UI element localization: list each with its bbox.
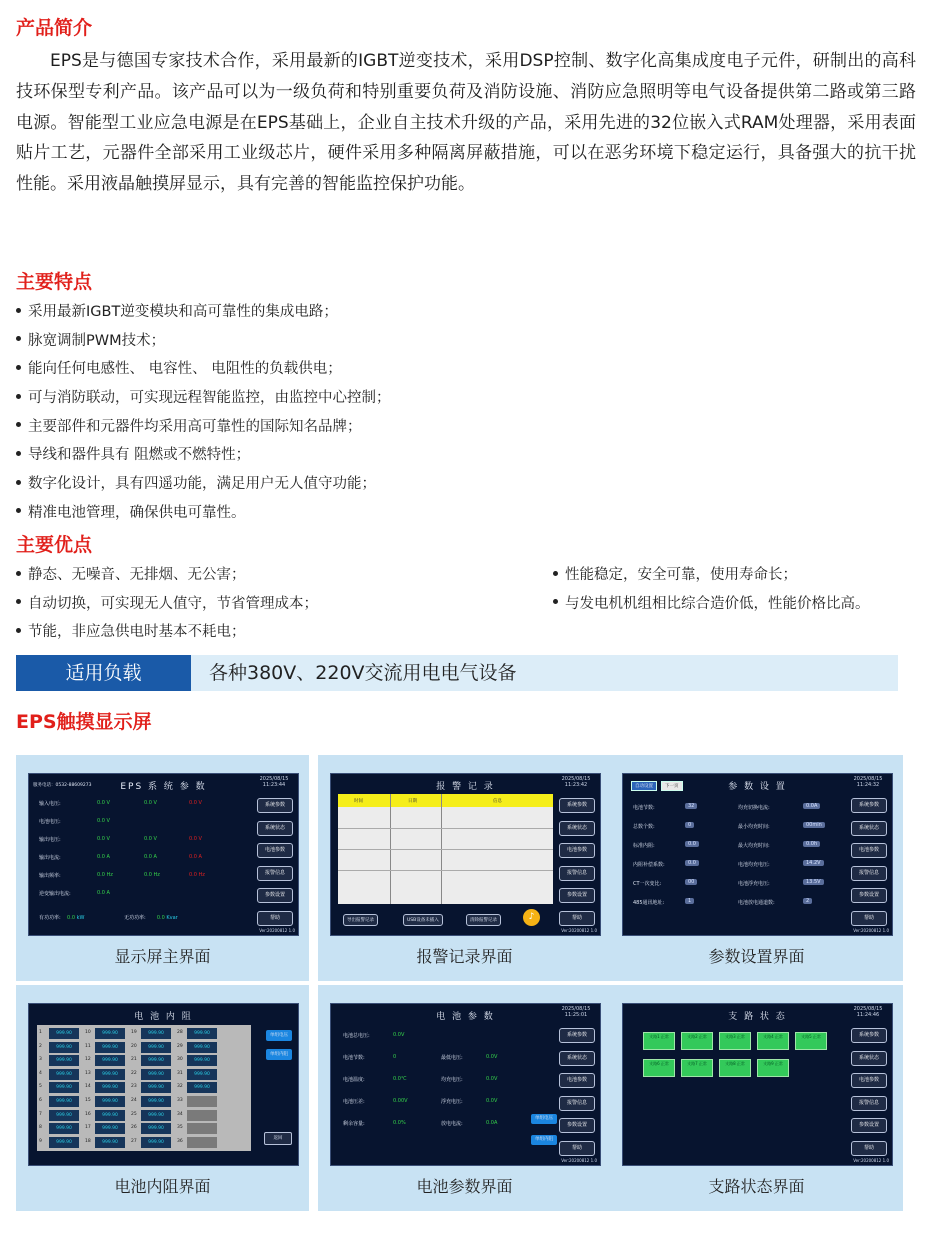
branch-status-indicator[interactable]: 支路1 正常	[643, 1032, 675, 1050]
return-button[interactable]: 返回	[264, 1132, 292, 1145]
cell-index: 3	[39, 1057, 42, 1063]
setting-value[interactable]	[685, 879, 697, 885]
side-button-2[interactable]: 系统状态	[257, 821, 293, 836]
bullet-icon	[553, 571, 558, 576]
cell-index: 18	[85, 1138, 91, 1144]
col-date: 日期	[408, 799, 417, 804]
param-value-c: 0.0 Hz	[189, 872, 205, 878]
screen-image	[330, 773, 601, 936]
cell-value: 999.90	[95, 1082, 125, 1093]
screen-title: EPS 系 统 参 数	[120, 782, 207, 792]
side-buttons	[851, 1028, 887, 1163]
cell-value: 999.90	[141, 1069, 171, 1080]
side-button-4[interactable]: 报警信息	[559, 1096, 595, 1111]
side-button-2[interactable]: 系统状态	[851, 821, 887, 836]
cell-value: 999.90	[49, 1123, 79, 1134]
version-text: Ver:20200812 1.0	[561, 1158, 597, 1163]
side-button-1[interactable]: 系统参数	[559, 798, 595, 813]
bullet-icon	[16, 422, 21, 427]
datetime: 2025/08/15 11:24:32	[853, 776, 883, 788]
side-button-2[interactable]: 系统状态	[559, 1051, 595, 1066]
setting-label: 电池浮充电压:	[738, 881, 770, 887]
param-label: 输出电流:	[39, 855, 61, 861]
bullet-icon	[16, 571, 21, 576]
list-item: 主要部件和元器件均采用高可靠性的国际知名品牌；	[16, 413, 391, 442]
screen-caption: 电池内阻界面	[114, 1177, 211, 1196]
advantages-list-left	[16, 561, 318, 647]
resistance-grid	[37, 1025, 251, 1151]
cell-value	[187, 1123, 217, 1134]
side-buttons	[851, 798, 887, 933]
cell-value: 999.90	[49, 1082, 79, 1093]
cell-value: 999.90	[49, 1042, 79, 1053]
cell-value: 999.90	[141, 1137, 171, 1148]
side-button-3[interactable]: 电池参数	[559, 843, 595, 858]
side-button-4[interactable]: 报警信息	[257, 866, 293, 881]
version-text: Ver:20200812 1.0	[561, 928, 597, 933]
cell-index: 27	[131, 1138, 137, 1144]
side-button-1[interactable]: 系统参数	[257, 798, 293, 813]
single-resistance-button[interactable]: 单组内阻	[531, 1135, 557, 1145]
col-time: 时间	[354, 799, 363, 804]
list-item: 采用最新IGBT逆变模块和高可靠性的集成电路；	[16, 298, 391, 327]
setting-value[interactable]	[685, 841, 699, 847]
cell-index: 8	[39, 1125, 42, 1131]
side-button-3[interactable]: 电池参数	[257, 843, 293, 858]
branch-status-indicator[interactable]: 支路5 正常	[795, 1032, 827, 1050]
setting-value[interactable]	[803, 898, 812, 904]
cell-index: 4	[39, 1070, 42, 1076]
param-value-a: 0.0 V	[97, 836, 110, 842]
cell-index: 25	[131, 1111, 137, 1117]
cell-index: 26	[131, 1125, 137, 1131]
cell-index: 11	[85, 1043, 91, 1049]
param-label: 输出频率:	[39, 873, 61, 879]
cell-value: 999.90	[95, 1110, 125, 1121]
cell-value: 999.90	[49, 1028, 79, 1039]
battery-param-label: 剩余容量:	[343, 1121, 365, 1127]
param-value-a: 0.0 A	[97, 854, 110, 860]
setting-label: 总数个数:	[633, 824, 655, 830]
value-field[interactable]: 1	[685, 898, 694, 904]
cell-value	[187, 1096, 217, 1107]
version-text: Ver:20200812 1.0	[853, 1158, 889, 1163]
side-button-1[interactable]: 系统参数	[559, 1028, 595, 1043]
cell-index: 30	[177, 1057, 183, 1063]
datetime: 2025/08/15 11:23:42	[561, 776, 591, 788]
reactive-power: 无功功率: 0.0 Kvar	[124, 915, 178, 921]
battery-param-value: 0.0V	[486, 1076, 498, 1082]
side-button-6[interactable]: 帮助	[559, 911, 595, 926]
setting-label: 标准内阻:	[633, 843, 655, 849]
list-item: 性能稳定，安全可靠，使用寿命长；	[553, 561, 870, 590]
cell-index: 28	[177, 1030, 183, 1035]
cell-value: 999.90	[187, 1028, 217, 1039]
branch-status-indicator[interactable]: 支路8 正常	[719, 1059, 751, 1077]
screen-title: 参 数 设 置	[728, 782, 787, 792]
param-value-c: 0.0 V	[189, 800, 202, 806]
cell-index: 15	[85, 1098, 91, 1103]
param-value-a: 0.0 Hz	[97, 872, 113, 878]
cell-index: 35	[177, 1125, 183, 1131]
cell-index: 33	[177, 1098, 183, 1103]
speaker-icon[interactable]: ♪	[523, 909, 540, 926]
param-value-c: 0.0 A	[189, 854, 202, 860]
datetime: 2025/08/15 11:25:01	[561, 1006, 591, 1018]
cell-index: 6	[39, 1098, 42, 1103]
bullet-icon	[16, 394, 21, 399]
alarm-table-header	[338, 794, 553, 807]
features-list	[16, 298, 391, 528]
clear-alarm-button[interactable]: 清除报警记录	[466, 914, 501, 926]
screen-image	[330, 1003, 601, 1166]
list-item: 静态、无噪音、无排烟、无公害；	[16, 561, 318, 590]
screen-caption: 参数设置界面	[708, 947, 805, 966]
branch-status-indicator[interactable]: 支路3 正常	[719, 1032, 751, 1050]
cell-index: 20	[131, 1043, 137, 1049]
screen-title: 支 路 状 态	[728, 1012, 787, 1022]
service-phone: 服务电话：0532-88609273	[33, 783, 92, 788]
cell-index: 36	[177, 1138, 183, 1144]
cell-index: 2	[39, 1043, 42, 1049]
datetime: 2025/08/15 11:23:44	[259, 776, 289, 788]
battery-param-label: 电池温度:	[343, 1077, 365, 1083]
cell-index: 19	[131, 1030, 137, 1035]
screen-image	[622, 1003, 893, 1166]
tab-auto-setting[interactable]: 自动设置	[631, 781, 657, 791]
bullet-icon	[16, 308, 21, 313]
cell-index: 22	[131, 1070, 137, 1076]
screen-panel-main	[16, 755, 309, 981]
cell-value: 999.90	[49, 1069, 79, 1080]
version-text: Ver:20200812 1.0	[259, 928, 295, 933]
applicable-load-value: 各种380V、220V交流用电电气设备	[209, 662, 517, 684]
side-button-3[interactable]: 电池参数	[559, 1073, 595, 1088]
side-button-5[interactable]: 参数设置	[257, 888, 293, 903]
screen-caption: 支路状态界面	[708, 1177, 805, 1196]
cell-value: 999.90	[187, 1069, 217, 1080]
side-button-2[interactable]: 系统状态	[851, 1051, 887, 1066]
branch-status-indicator[interactable]: 支路7 正常	[681, 1059, 713, 1077]
cell-index: 9	[39, 1138, 42, 1144]
battery-param-value: 0.0V	[486, 1098, 498, 1104]
setting-label: 电池均充电压:	[738, 862, 770, 868]
battery-param-value: 0.0V	[393, 1032, 405, 1038]
cell-value	[187, 1137, 217, 1148]
cell-index: 10	[85, 1030, 91, 1035]
list-item: 脉宽调制PWM技术；	[16, 327, 391, 356]
setting-label: 最大均充时间:	[738, 843, 770, 849]
cell-value: 999.90	[141, 1082, 171, 1093]
bullet-icon	[16, 451, 21, 456]
battery-param-value: 0.00V	[393, 1098, 408, 1104]
cell-index: 31	[177, 1070, 183, 1076]
battery-param-label: 电池总电压:	[343, 1033, 370, 1039]
list-item: 与发电机机组相比综合造价低，性能价格比高。	[553, 590, 870, 619]
value-field[interactable]: 00min	[803, 822, 825, 828]
section-title-intro: 产品简介	[16, 17, 93, 39]
side-button-5[interactable]: 参数设置	[851, 888, 887, 903]
param-label: 逆变输出电流:	[39, 891, 71, 897]
cell-value: 999.90	[95, 1137, 125, 1148]
cell-index: 1	[39, 1030, 42, 1035]
section-title-advantages: 主要优点	[16, 534, 93, 556]
battery-param-value: 0.0%	[393, 1120, 406, 1126]
screen-panel-battery-params	[318, 985, 611, 1211]
export-alarm-button[interactable]: 导出报警记录	[343, 914, 378, 926]
value-field[interactable]: 0.0	[685, 860, 699, 866]
setting-value[interactable]	[685, 803, 697, 809]
section-title-screens: EPS触摸显示屏	[16, 711, 152, 733]
param-value-b: 0.0 Hz	[144, 872, 160, 878]
cell-value: 999.90	[95, 1096, 125, 1107]
value-field[interactable]: 13.5V	[803, 879, 824, 885]
battery-param-label: 最低电压:	[441, 1055, 463, 1061]
setting-value[interactable]	[685, 860, 699, 866]
cell-index: 16	[85, 1111, 91, 1117]
setting-value[interactable]	[803, 841, 820, 847]
param-value-c: 0.0 V	[189, 836, 202, 842]
screen-title: 报 警 记 录	[436, 782, 495, 792]
param-value-b: 0.0 V	[144, 836, 157, 842]
cell-value: 999.90	[95, 1069, 125, 1080]
cell-value: 999.90	[95, 1055, 125, 1066]
value-field[interactable]: 0.0h	[803, 841, 820, 847]
cell-index: 29	[177, 1043, 183, 1049]
cell-value	[187, 1110, 217, 1121]
section-title-features: 主要特点	[16, 271, 93, 293]
cell-value: 999.90	[141, 1110, 171, 1121]
side-button-6[interactable]: 帮助	[851, 1141, 887, 1156]
setting-label: 最小均充时间:	[738, 824, 770, 830]
setting-label: 485通讯地址:	[633, 900, 665, 906]
active-power: 有功功率: 0.0 kW	[39, 915, 85, 921]
single-resistance-button[interactable]: 单组内阻	[266, 1049, 292, 1060]
cell-value: 999.90	[141, 1042, 171, 1053]
side-button-3[interactable]: 电池参数	[851, 843, 887, 858]
side-button-5[interactable]: 参数设置	[559, 1118, 595, 1133]
branch-status-indicator[interactable]: 支路6 正常	[643, 1059, 675, 1077]
param-value-a: 0.0 A	[97, 890, 110, 896]
cell-index: 5	[39, 1084, 42, 1090]
cell-index: 7	[39, 1111, 42, 1117]
cell-index: 23	[131, 1084, 137, 1090]
bullet-icon	[16, 508, 21, 513]
applicable-load-label: 适用负载	[16, 655, 191, 691]
cell-value: 999.90	[141, 1123, 171, 1134]
battery-param-label: 电池节数:	[343, 1055, 365, 1061]
cell-index: 32	[177, 1084, 183, 1090]
side-button-6[interactable]: 帮助	[559, 1141, 595, 1156]
cell-value: 999.90	[141, 1028, 171, 1039]
screen-title: 电 池 内 阻	[134, 1012, 193, 1022]
battery-param-value: 0.0A	[486, 1120, 498, 1126]
cell-value: 999.90	[95, 1123, 125, 1134]
param-value-b: 0.0 A	[144, 854, 157, 860]
battery-param-label: 浮充电压:	[441, 1099, 463, 1105]
param-label: 输出电压:	[39, 837, 61, 843]
battery-param-label: 均充电压:	[441, 1077, 463, 1083]
list-item: 节能，非应急供电时基本不耗电；	[16, 618, 318, 647]
cell-value: 999.90	[187, 1082, 217, 1093]
applicable-load-bar	[16, 655, 898, 691]
cell-value: 999.90	[187, 1055, 217, 1066]
param-value-b: 0.0 V	[144, 800, 157, 806]
screen-panel-branch-status	[610, 985, 903, 1211]
value-field[interactable]: 2	[803, 898, 812, 904]
param-value-a: 0.0 V	[97, 818, 110, 824]
cell-index: 14	[85, 1084, 91, 1090]
list-item: 精准电池管理，确保供电可靠性。	[16, 499, 391, 528]
side-button-6[interactable]: 帮助	[851, 911, 887, 926]
single-voltage-button[interactable]: 单组电压	[531, 1114, 557, 1124]
side-buttons	[559, 798, 595, 933]
cell-value: 999.90	[187, 1042, 217, 1053]
setting-label: 电池节数:	[633, 805, 655, 811]
screen-image	[28, 1003, 299, 1166]
cell-index: 13	[85, 1070, 91, 1076]
list-item: 可与消防联动，可实现远程智能监控，由监控中心控制；	[16, 384, 391, 413]
cell-value: 999.90	[49, 1055, 79, 1066]
setting-value[interactable]	[803, 860, 824, 866]
side-buttons	[257, 798, 293, 933]
battery-param-value: 0.0V	[486, 1054, 498, 1060]
setting-value[interactable]	[803, 822, 825, 828]
list-item: 自动切换，可实现无人值守，节省管理成本；	[16, 590, 318, 619]
bullet-icon	[16, 365, 21, 370]
side-buttons	[559, 1028, 595, 1163]
cell-value: 999.90	[95, 1028, 125, 1039]
branch-status-indicator[interactable]: 支路4 正常	[757, 1032, 789, 1050]
side-button-1[interactable]: 系统参数	[851, 1028, 887, 1043]
cell-value: 999.90	[49, 1137, 79, 1148]
list-item: 数字化设计，具有四遥功能，满足用户无人值守功能；	[16, 470, 391, 499]
cell-index: 12	[85, 1057, 91, 1063]
cell-value: 999.90	[141, 1055, 171, 1066]
list-item: 能向任何电感性、 电容性、 电阻性的负载供电；	[16, 355, 391, 384]
tab-next-page[interactable]: 下一页	[661, 781, 683, 791]
side-button-1[interactable]: 系统参数	[851, 798, 887, 813]
screen-title: 电 池 参 数	[436, 1012, 495, 1022]
bullet-icon	[16, 336, 21, 341]
value-field[interactable]: 0.0	[685, 841, 699, 847]
screen-caption: 电池参数界面	[416, 1177, 513, 1196]
setting-value[interactable]	[685, 898, 694, 904]
battery-param-value: 0	[393, 1054, 397, 1060]
branch-status-indicator[interactable]: 支路2 正常	[681, 1032, 713, 1050]
side-button-4[interactable]: 报警信息	[559, 866, 595, 881]
cell-index: 34	[177, 1111, 183, 1117]
list-item: 导线和器件具有 阻燃或不燃特性；	[16, 441, 391, 470]
setting-label: 内阻补偿系数:	[633, 862, 665, 868]
screen-panel-battery-resistance	[16, 985, 309, 1211]
value-field[interactable]: 32	[685, 803, 697, 809]
param-value-a: 0.0 V	[97, 800, 110, 806]
param-label: 输入电压:	[39, 801, 61, 807]
cell-index: 21	[131, 1057, 137, 1063]
setting-label: CT一次变比:	[633, 881, 662, 887]
setting-value[interactable]	[803, 803, 820, 809]
branch-status-indicator[interactable]: 支路9 正常	[757, 1059, 789, 1077]
alarm-table	[338, 794, 553, 904]
datetime: 2025/08/15 11:24:46	[853, 1006, 883, 1018]
screen-panel-settings	[610, 755, 903, 981]
cell-value: 999.90	[49, 1096, 79, 1107]
intro-paragraph: EPS是与德国专家技术合作，采用最新的IGBT逆变技术，采用DSP控制、数字化高集成度电子元件，研制出的高科技环保型专利产品。该产品可以为一级负荷和特别重要负荷及消防设施、消防应急照明等电气设备提供第二路或第三路电源。智能型工业应急电源是在EPS基础上，企业自主技术升级的产品，采用先进的32位嵌入式RAM处理器，采用表面贴片工艺，元器件全部采用工业级芯片，硬件采用多种隔离屏蔽措施，可以在恶劣环境下稳定运行，具备强大的抗干扰性能。采用液晶触摸屏显示，具有完善的智能监控保护功能。	[16, 51, 916, 195]
side-button-4[interactable]: 报警信息	[851, 866, 887, 881]
bullet-icon	[16, 599, 21, 604]
setting-label: 均充切换电流:	[738, 805, 770, 811]
col-info: 信息	[493, 799, 502, 804]
bullet-icon	[553, 599, 558, 604]
side-button-5[interactable]: 参数设置	[559, 888, 595, 903]
bullet-icon	[16, 628, 21, 633]
param-label: 电池电压:	[39, 819, 61, 825]
side-button-2[interactable]: 系统状态	[559, 821, 595, 836]
battery-param-label: 电池压差:	[343, 1099, 365, 1105]
screen-image	[622, 773, 893, 936]
version-text: Ver:20200812 1.0	[853, 928, 889, 933]
value-field[interactable]: 0	[685, 822, 694, 828]
battery-param-value: 0.0℃	[393, 1076, 407, 1082]
value-field[interactable]: 00	[685, 879, 697, 885]
bullet-icon	[16, 480, 21, 485]
screen-image	[28, 773, 299, 936]
screen-caption: 显示屏主界面	[114, 947, 211, 966]
side-button-3[interactable]: 电池参数	[851, 1073, 887, 1088]
setting-value[interactable]	[803, 879, 824, 885]
setting-value[interactable]	[685, 822, 694, 828]
cell-index: 17	[85, 1125, 91, 1131]
screen-caption: 报警记录界面	[416, 947, 513, 966]
cell-value: 999.90	[95, 1042, 125, 1053]
screen-panel-alarm	[318, 755, 611, 981]
side-button-6[interactable]: 帮助	[257, 911, 293, 926]
side-button-4[interactable]: 报警信息	[851, 1096, 887, 1111]
cell-index: 24	[131, 1098, 137, 1103]
advantages-list-right	[553, 561, 870, 618]
single-voltage-button[interactable]: 单组电压	[266, 1030, 292, 1041]
side-button-5[interactable]: 参数设置	[851, 1118, 887, 1133]
value-field[interactable]: 0.0A	[803, 803, 820, 809]
battery-param-label: 放电电流:	[441, 1121, 463, 1127]
value-field[interactable]: 14.2V	[803, 860, 824, 866]
setting-label: 电池放电通道数:	[738, 900, 775, 906]
usb-status-button[interactable]: USB设备未插入	[403, 914, 443, 926]
cell-value: 999.90	[141, 1096, 171, 1107]
cell-value: 999.90	[49, 1110, 79, 1121]
